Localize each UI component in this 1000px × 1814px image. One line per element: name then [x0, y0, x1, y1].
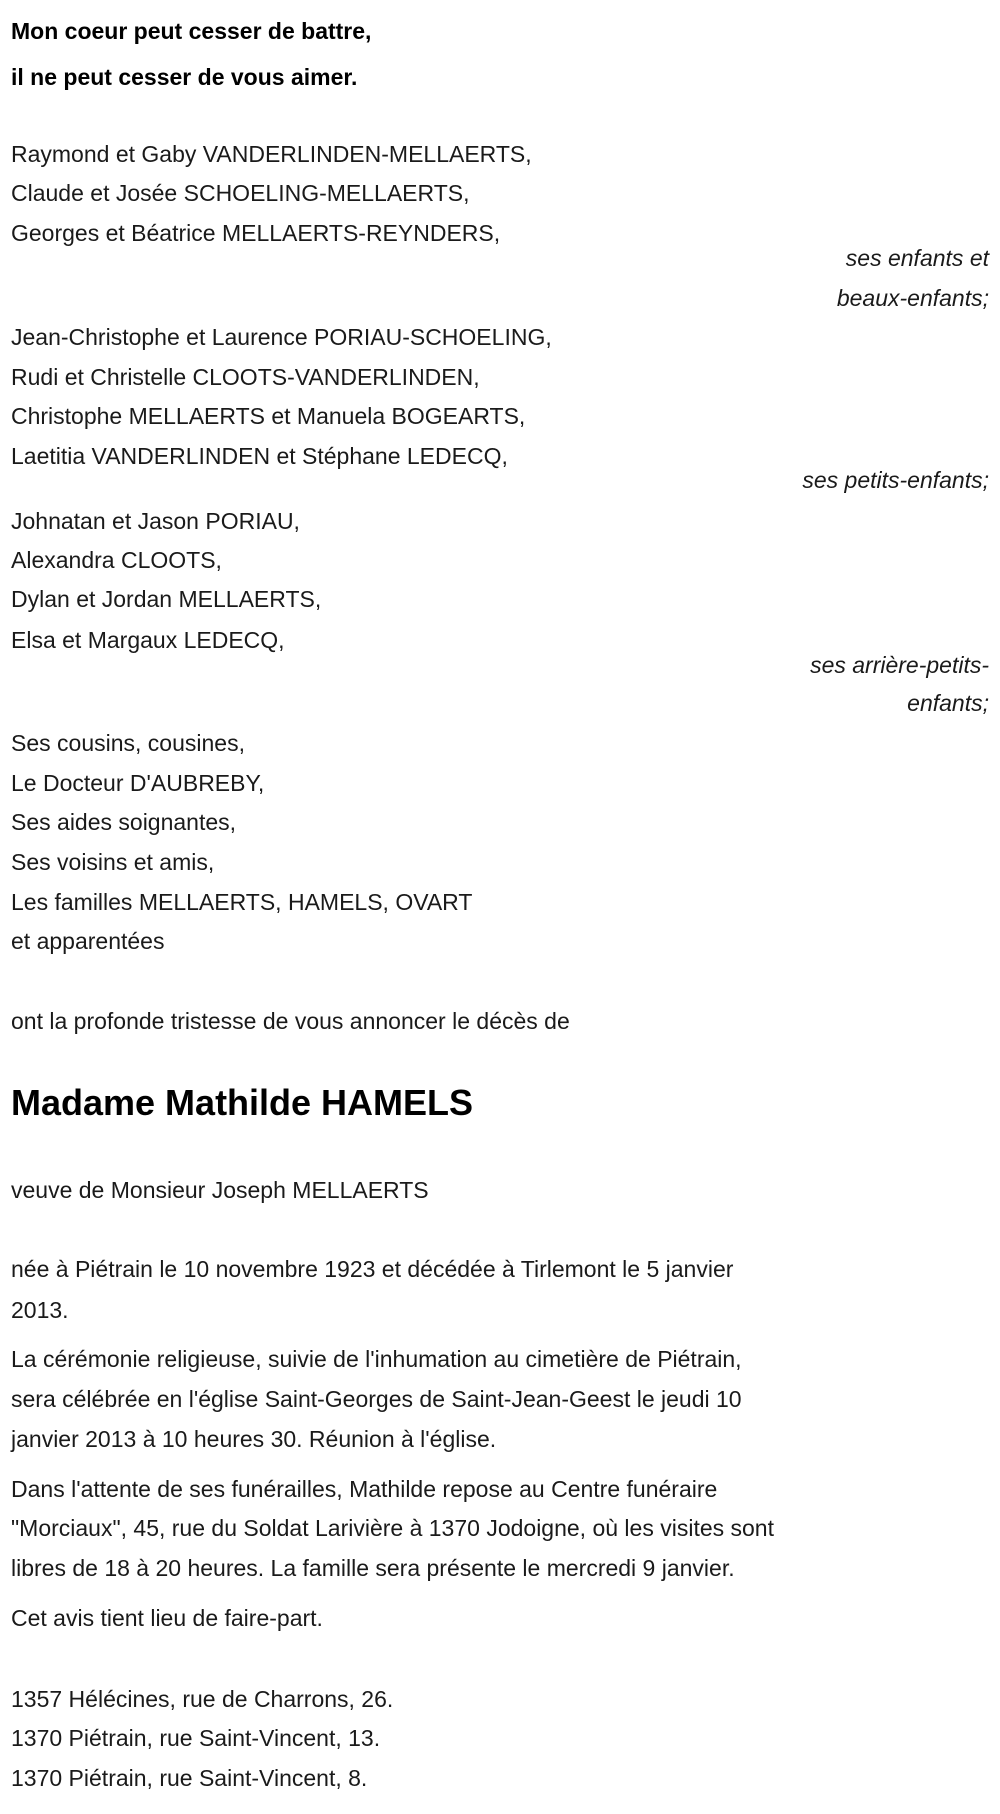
great-grandchildren-line: Dylan et Jordan MELLAERTS, — [11, 586, 322, 612]
addresses-line: 1357 Hélécines, rue de Charrons, 26. — [11, 1686, 394, 1712]
grandchildren-line: Laetitia VANDERLINDEN et Stéphane LEDECQ, — [11, 443, 508, 469]
children-line: Claude et Josée SCHOELING-MELLAERTS, — [11, 180, 470, 206]
grandchildren-line: Jean-Christophe et Laurence PORIAU-SCHOELING, — [11, 324, 552, 350]
grandchildren-role-line: ses petits-enfants; — [802, 467, 989, 493]
children-line: Raymond et Gaby VANDERLINDEN-MELLAERTS, — [11, 141, 532, 167]
great-grandchildren-line: Johnatan et Jason PORIAU, — [11, 508, 300, 534]
great-grandchildren-role-line: ses arrière-petits- — [810, 652, 989, 678]
children-role-line: beaux-enfants; — [836, 285, 989, 311]
grandchildren-line: Rudi et Christelle CLOOTS-VANDERLINDEN, — [11, 364, 480, 390]
epigraph-line: il ne peut cesser de vous aimer. — [11, 64, 358, 90]
ceremony-line: janvier 2013 à 10 heures 30. Réunion à l'église. — [11, 1426, 497, 1452]
others-line: Ses cousins, cousines, — [11, 730, 245, 756]
grandchildren-line: Christophe MELLAERTS et Manuela BOGEARTS, — [11, 403, 526, 429]
great-grandchildren-line: Alexandra CLOOTS, — [11, 547, 222, 573]
birth-death-line: née à Piétrain le 10 novembre 1923 et décédée à Tirlemont le 5 janvier — [11, 1256, 734, 1282]
others-line: Le Docteur D'AUBREBY, — [11, 770, 265, 796]
others-line: et apparentées — [11, 928, 165, 954]
children-line: Georges et Béatrice MELLAERTS-REYNDERS, — [11, 220, 501, 246]
deceased-name-line: Madame Mathilde HAMELS — [11, 1082, 474, 1123]
announcement-line: ont la profonde tristesse de vous annoncer le décès de — [11, 1008, 570, 1034]
addresses-line: 1370 Piétrain, rue Saint-Vincent, 8. — [11, 1765, 368, 1791]
visits-line: libres de 18 à 20 heures. La famille sera présente le mercredi 9 janvier. — [11, 1555, 735, 1581]
children-role-line: ses enfants et — [845, 245, 989, 271]
epigraph-line: Mon coeur peut cesser de battre, — [11, 18, 372, 44]
addresses-line: 1370 Piétrain, rue Saint-Vincent, 13. — [11, 1725, 381, 1751]
visits-line: Dans l'attente de ses funérailles, Mathilde repose au Centre funéraire — [11, 1476, 718, 1502]
notice-line: Cet avis tient lieu de faire-part. — [11, 1605, 323, 1631]
great-grandchildren-line: Elsa et Margaux LEDECQ, — [11, 627, 285, 653]
birth-death-line: 2013. — [11, 1297, 69, 1323]
others-line: Ses voisins et amis, — [11, 849, 215, 875]
ceremony-line: La cérémonie religieuse, suivie de l'inhumation au cimetière de Piétrain, — [11, 1346, 742, 1372]
others-line: Les familles MELLAERTS, HAMELS, OVART — [11, 889, 473, 915]
great-grandchildren-role-line: enfants; — [907, 690, 989, 716]
visits-line: "Morciaux", 45, rue du Soldat Larivière à 1370 Jodoigne, où les visites sont — [11, 1515, 774, 1541]
widow-of-line: veuve de Monsieur Joseph MELLAERTS — [11, 1177, 429, 1203]
others-line: Ses aides soignantes, — [11, 809, 237, 835]
ceremony-line: sera célébrée en l'église Saint-Georges de Saint-Jean-Geest le jeudi 10 — [11, 1386, 742, 1412]
